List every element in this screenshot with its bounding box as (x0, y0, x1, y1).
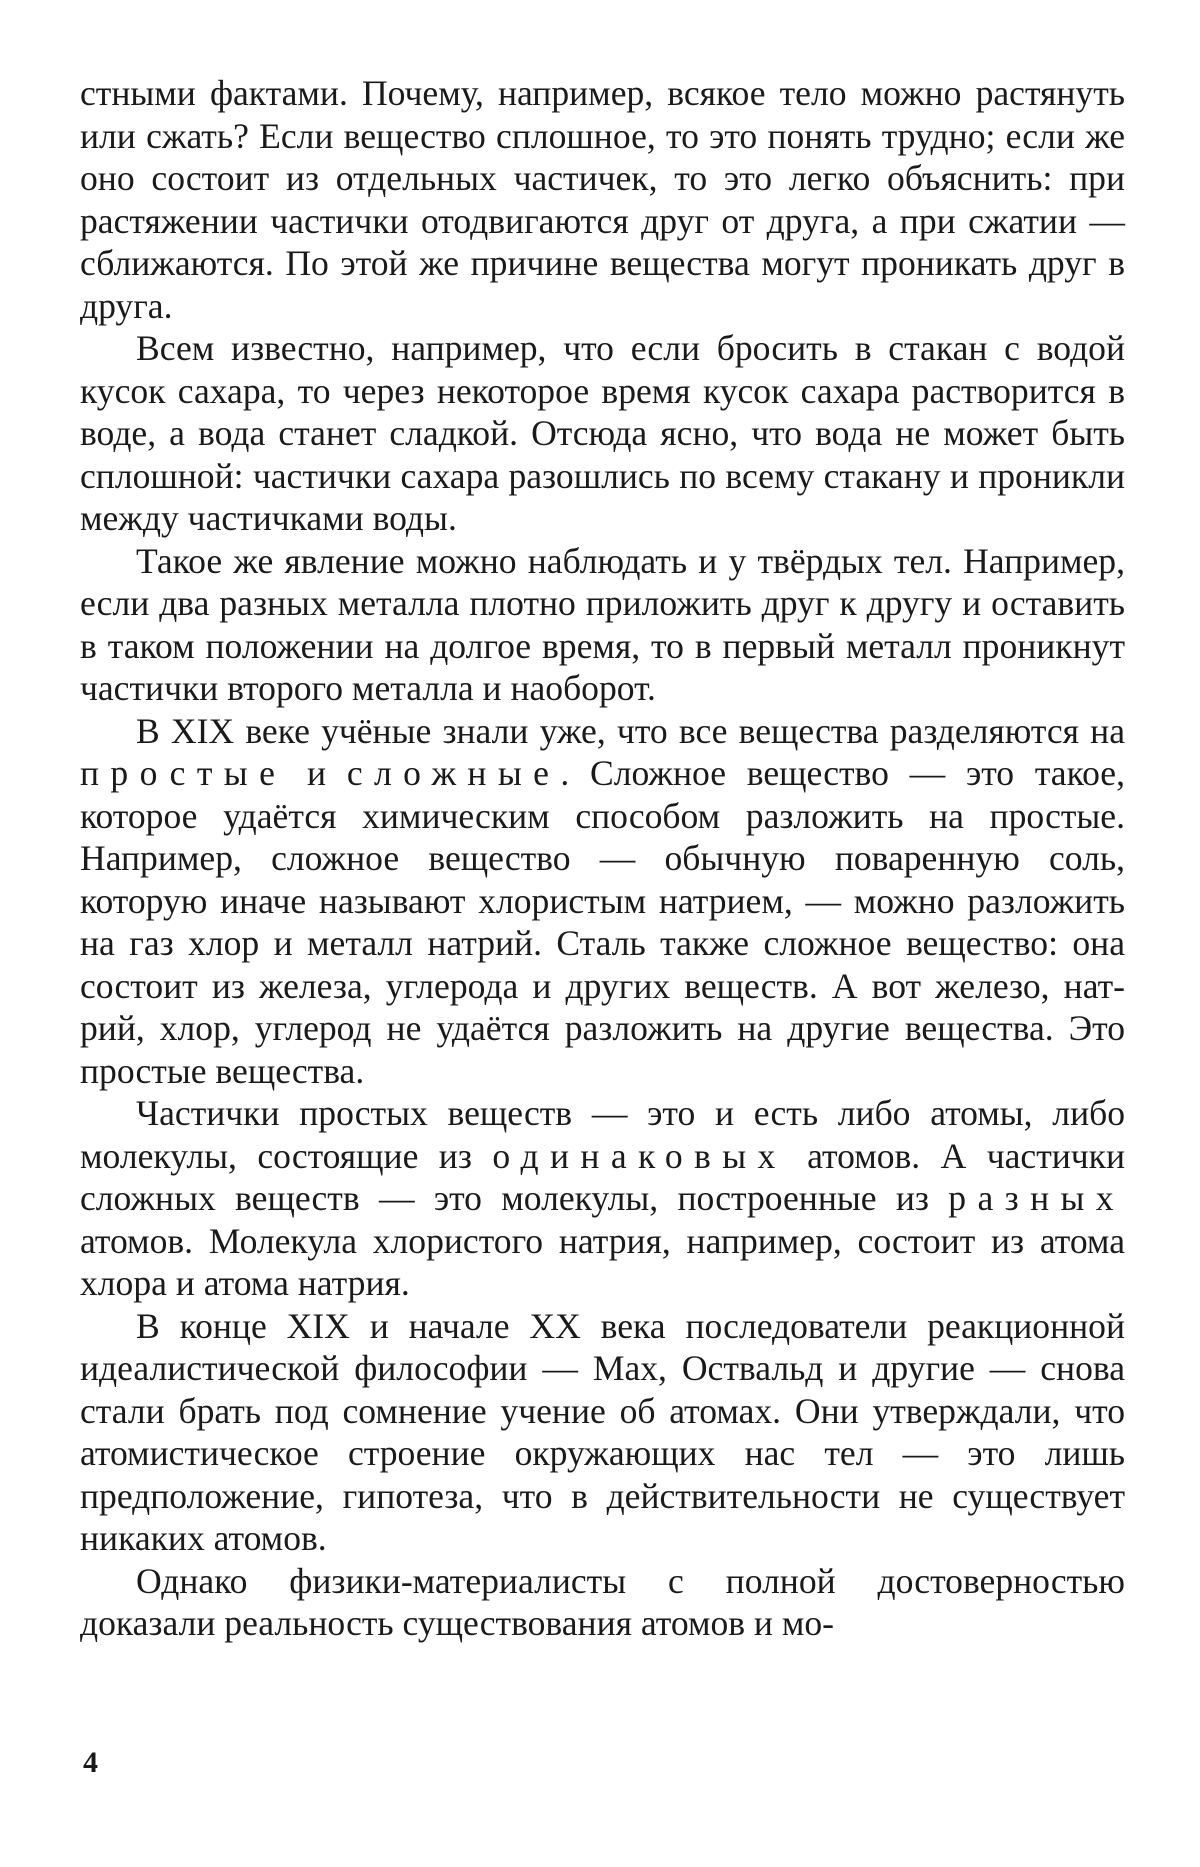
paragraph-1: стными фактами. Почему, например, всякое тело можно растянуть или сжать? Если вещество сплошное, то это понять трудно; если же оно состоит из отдельных частичек, то это легко объяснить: при растяжении частички отодвигаются друг от друга, а при сжатии — сближаются. По этой же причине вещества могут проникать друг в друга. (80, 73, 1125, 326)
paragraph-5-text-e: атомов. Молекула хлористого натрия, например, состоит из атома хлора и атома натрия. (80, 1220, 1125, 1303)
page-number: 4 (83, 1746, 98, 1779)
spaced-word-prostye: простые (80, 753, 287, 793)
paragraph-7: Однако физики-материалисты с полной достоверностью доказали реальность существования атомов и мо- (80, 1560, 1125, 1643)
paragraph-4 (80, 710, 1125, 1093)
spaced-word-odinakovykh: одинаковых (492, 1135, 787, 1176)
paragraph-3: Такое же явление можно наблюдать и у твёрдых тел. Например, если два разных металла плотно приложить друг к другу и оставить в таком положении на долгое время, то в первый металл проникнут частички второго металла и наоборот. (80, 540, 1125, 708)
paragraph-5-text-a: Частички простых веществ — это и есть либо атомы, либо молекулы, состоящие из (80, 1093, 1125, 1176)
paragraph-6: В конце XIX и начале XX века последователи реакционной идеалистической философии — Мах, Оствальд и другие — снова стали брать под сомнение учение об атомах. Они утверждали, что атомистическое строение окружающих нас тел — это лишь предположение, гипотеза, что в действительности не существует никаких атомов. (80, 1305, 1125, 1558)
paragraph-2: Всем известно, например, что если бросить в стакан с водой кусок сахара, то через некоторое время кусок сахара растворится в воде, а вода станет сладкой. Отсюда ясно, что вода не может быть сплошной: частички сахара разошлись по всему стакану и проникли между частичками воды. (80, 328, 1125, 538)
spaced-word-slozhnye: сложные (346, 753, 561, 793)
paragraph-4-text-a: В XIX веке учёные знали уже, что все вещества разделяются на (136, 710, 1125, 751)
spaced-word-raznykh: разных (948, 1178, 1125, 1218)
document-page (80, 72, 1125, 1792)
paragraph-4-text-e: . Сложное вещество — это такое, которое удаётся химическим способом разложить на простые. Например, сложное вещество — обычную поваренную соль, которую иначе называют хлористым натрием, — можно разложить на газ хлор и металл натрий. Сталь также сложное вещество: она состоит из железа, углерода и других веществ. А вот железо, натрий, хлор, углерод не удаётся разложить на другие вещества. Это простые вещества. (80, 753, 1125, 1091)
paragraph-5 (80, 1092, 1125, 1305)
paragraph-4-text-c: и (286, 753, 347, 793)
paragraph-5-text-c: атомов. А частички сложных веществ — это молекулы, построенные из (80, 1135, 1125, 1218)
